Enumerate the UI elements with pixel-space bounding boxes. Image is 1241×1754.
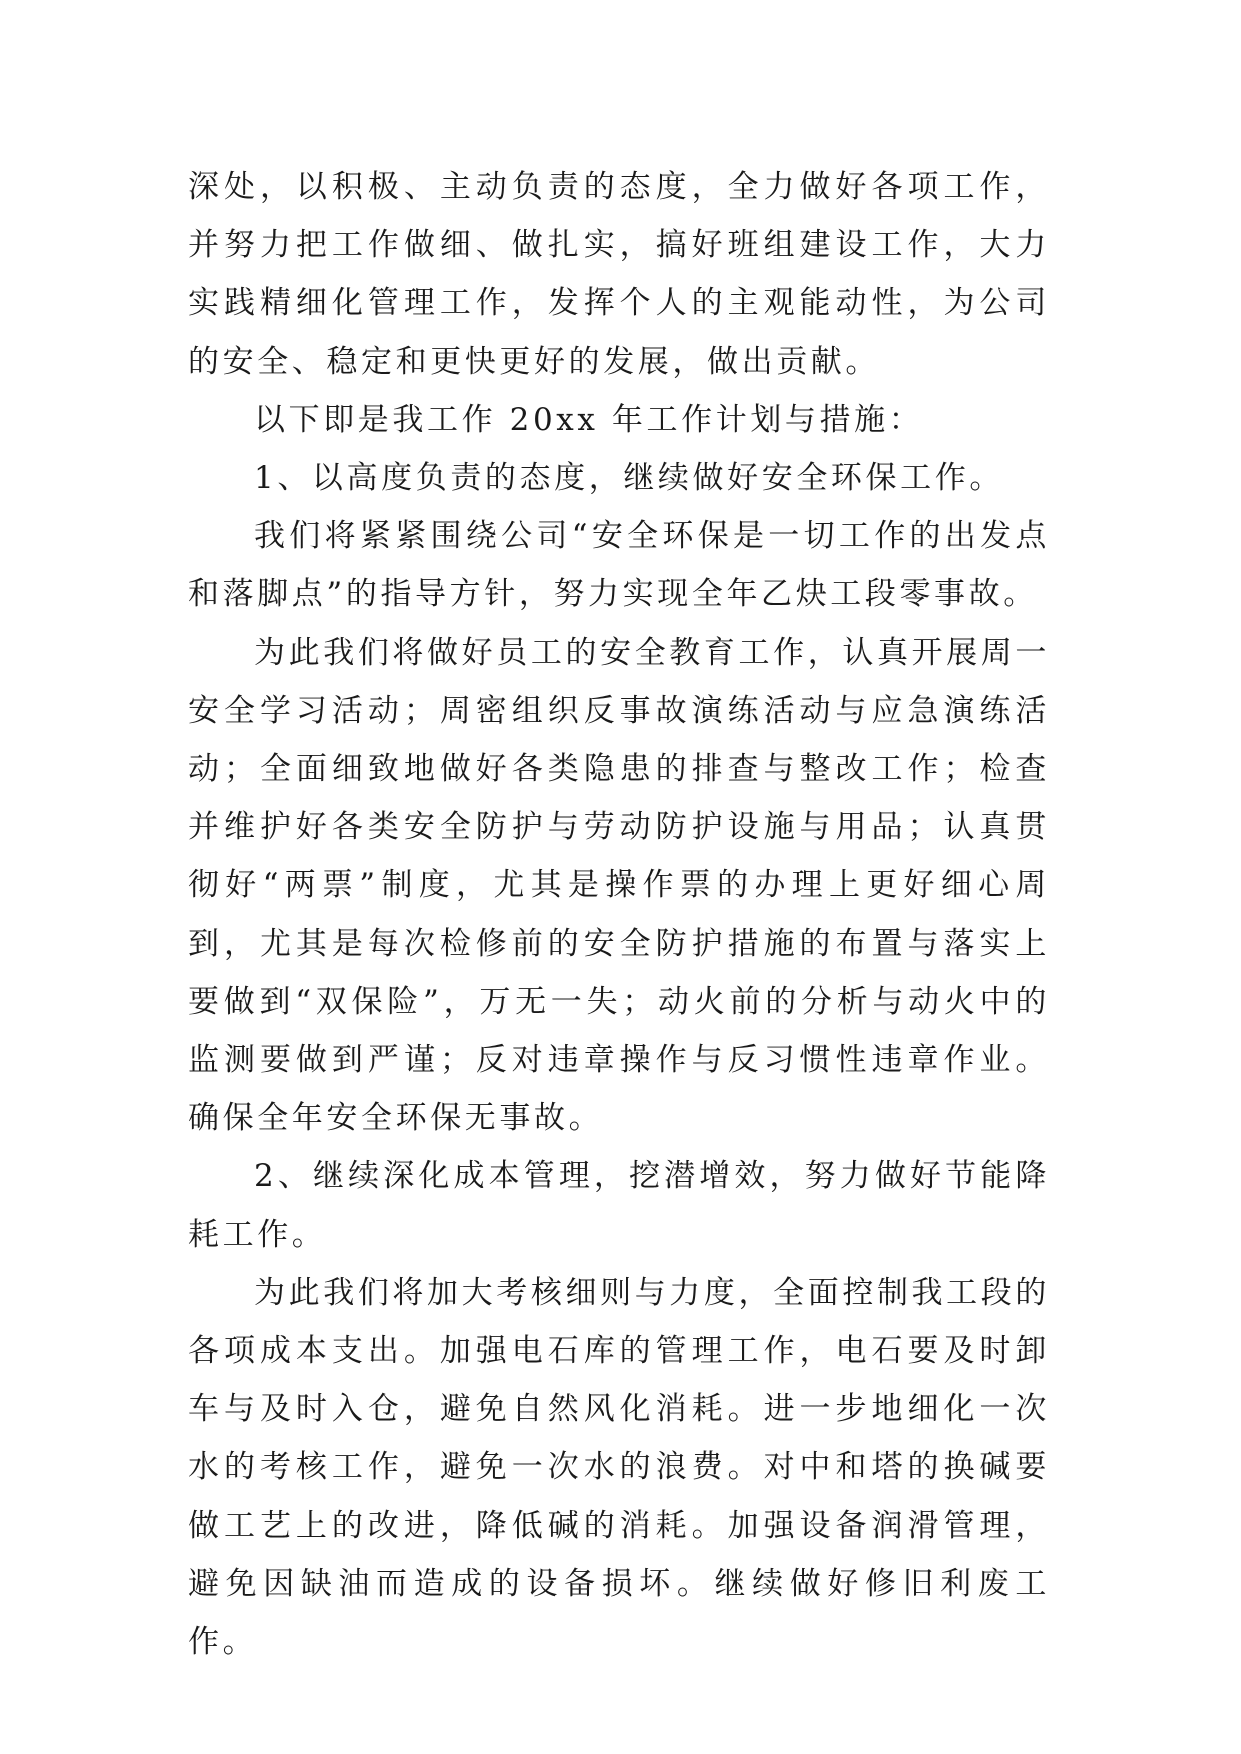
- paragraph-item-2-title: 2、继续深化成本管理，挖潜增效，努力做好节能降耗工作。: [188, 1158, 1050, 1253]
- paragraph-intro-continuation: 深处，以积极、主动负责的态度，全力做好各项工作，并努力把工作做细、做扎实，搞好班组建设工作，大力实践精细化管理工作，发挥个人的主观能动性，为公司的安全、稳定和更快更好的发展，做出贡献。: [188, 169, 1050, 380]
- paragraph-item-2-measures: 为此我们将加大考核细则与力度，全面控制我工段的各项成本支出。加强电石库的管理工作，电石要及时卸车与及时入仓，避免自然风化消耗。进一步地细化一次水的考核工作，避免一次水的浪费。对中和塔的换碱要做工艺上的改进，降低碱的消耗。加强设备润滑管理，避免因缺油而造成的设备损坏。继续做好修旧利废工作。: [188, 1274, 1050, 1661]
- paragraph-item-1-measures: 为此我们将做好员工的安全教育工作，认真开展周一安全学习活动；周密组织反事故演练活动与应急演练活动；全面细致地做好各类隐患的排查与整改工作；检查并维护好各类安全防护与劳动防护设施与用品；认真贯彻好“两票”制度，尤其是操作票的办理上更好细心周到，尤其是每次检修前的安全防护措施的布置与落实上要做到“双保险”，万无一失；动火前的分析与动火中的监测要做到严谨；反对违章操作与反习惯性违章作业。确保全年安全环保无事故。: [188, 634, 1050, 1137]
- paragraph-item-1-title: 1、以高度负责的态度，继续做好安全环保工作。: [254, 460, 1004, 497]
- document-body: [188, 158, 1050, 1671]
- paragraph-plan-heading: 以下即是我工作 20xx 年工作计划与措施：: [254, 401, 924, 438]
- paragraph-item-1-guideline: 我们将紧紧围绕公司“安全环保是一切工作的出发点和落脚点”的指导方针，努力实现全年乙炔工段零事故。: [188, 518, 1050, 613]
